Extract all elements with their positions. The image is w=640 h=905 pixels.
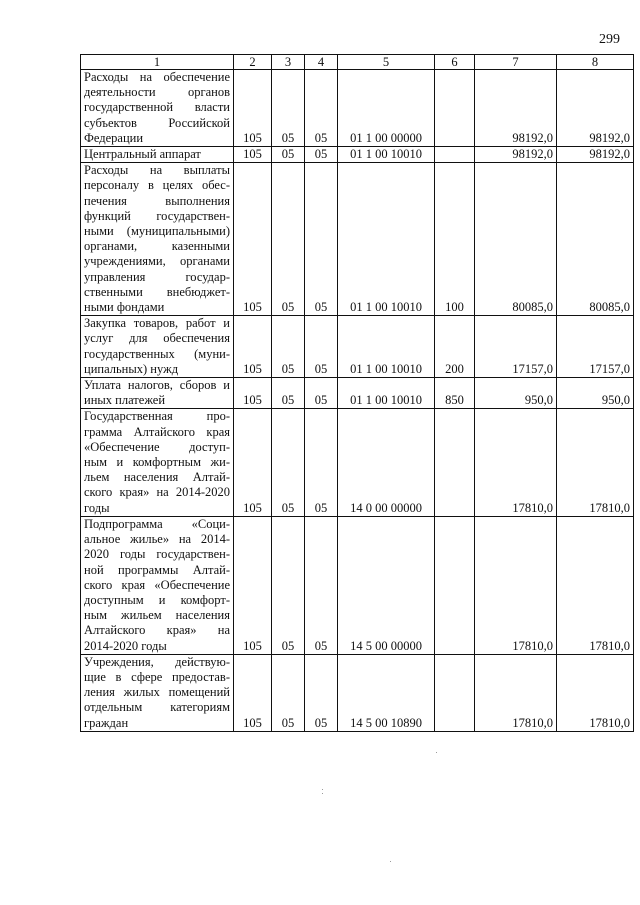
cell-subsection: 05 xyxy=(305,654,338,731)
cell-description xyxy=(81,70,234,147)
description-line: альное жилье» на 2014- xyxy=(84,532,230,547)
cell-amount-7: 80085,0 xyxy=(475,163,557,316)
cell-subsection: 05 xyxy=(305,163,338,316)
cell-amount-7: 17157,0 xyxy=(475,316,557,378)
cell-description xyxy=(81,654,234,731)
column-header-6: 6 xyxy=(435,55,475,70)
column-header-3: 3 xyxy=(272,55,305,70)
cell-subsection: 05 xyxy=(305,70,338,147)
description-line: учреждениями, органами xyxy=(84,254,230,269)
description-line: ным жильем населения xyxy=(84,608,230,623)
page-number: 299 xyxy=(599,32,620,47)
cell-amount-8: 98192,0 xyxy=(557,147,634,163)
cell-target-article: 01 1 00 00000 xyxy=(338,70,435,147)
cell-subsection: 05 xyxy=(305,409,338,516)
description-line: услуг для обеспечения xyxy=(84,331,230,346)
cell-amount-7: 17810,0 xyxy=(475,516,557,654)
cell-section: 05 xyxy=(272,70,305,147)
description-line: ными (муниципальными) xyxy=(84,224,230,239)
cell-expense-type: 100 xyxy=(435,163,475,316)
header-row xyxy=(81,55,634,70)
table-row xyxy=(81,409,634,516)
cell-description xyxy=(81,163,234,316)
cell-amount-8: 17810,0 xyxy=(557,409,634,516)
description-line: ным и комфортным жи- xyxy=(84,455,230,470)
cell-code: 105 xyxy=(234,316,272,378)
table-row xyxy=(81,654,634,731)
cell-subsection: 05 xyxy=(305,316,338,378)
description-line: Расходы на выплаты xyxy=(84,163,230,178)
table-row xyxy=(81,70,634,147)
cell-amount-7: 17810,0 xyxy=(475,409,557,516)
cell-expense-type xyxy=(435,516,475,654)
cell-description xyxy=(81,516,234,654)
cell-section: 05 xyxy=(272,147,305,163)
cell-code: 105 xyxy=(234,654,272,731)
column-header-4: 4 xyxy=(305,55,338,70)
cell-amount-7: 17810,0 xyxy=(475,654,557,731)
cell-amount-7: 98192,0 xyxy=(475,70,557,147)
description-line: функций государствен- xyxy=(84,208,230,223)
cell-subsection: 05 xyxy=(305,147,338,163)
description-line: Уплата налогов, сборов и xyxy=(84,378,230,393)
cell-expense-type: 850 xyxy=(435,378,475,409)
cell-expense-type: 200 xyxy=(435,316,475,378)
cell-amount-8: 950,0 xyxy=(557,378,634,409)
scan-speck xyxy=(322,793,323,794)
cell-target-article: 01 1 00 10010 xyxy=(338,163,435,316)
cell-code: 105 xyxy=(234,378,272,409)
cell-expense-type xyxy=(435,147,475,163)
description-line: управления государ- xyxy=(84,269,230,284)
description-line: иных платежей xyxy=(84,393,166,408)
description-line: ственными внебюджет- xyxy=(84,284,230,299)
description-line: льем населения Алтай- xyxy=(84,470,230,485)
description-line: государственной власти xyxy=(84,100,230,115)
description-line: щие в сфере предостав- xyxy=(84,669,230,684)
cell-section: 05 xyxy=(272,409,305,516)
cell-code: 105 xyxy=(234,409,272,516)
column-header-8: 8 xyxy=(557,55,634,70)
description-line: 2020 годы государствен- xyxy=(84,547,230,562)
cell-description xyxy=(81,316,234,378)
table-row xyxy=(81,316,634,378)
description-line: органами, казенными xyxy=(84,239,230,254)
cell-code: 105 xyxy=(234,516,272,654)
cell-code: 105 xyxy=(234,70,272,147)
column-header-2: 2 xyxy=(234,55,272,70)
cell-amount-8: 80085,0 xyxy=(557,163,634,316)
table-row xyxy=(81,378,634,409)
cell-description xyxy=(81,409,234,516)
cell-section: 05 xyxy=(272,316,305,378)
cell-amount-8: 98192,0 xyxy=(557,70,634,147)
description-line: деятельности органов xyxy=(84,85,230,100)
cell-code: 105 xyxy=(234,163,272,316)
cell-section: 05 xyxy=(272,163,305,316)
cell-target-article: 14 0 00 00000 xyxy=(338,409,435,516)
description-line: отдельным категориям xyxy=(84,700,230,715)
table-body xyxy=(81,70,634,732)
description-line: Федерации xyxy=(84,130,144,145)
description-line: граждан xyxy=(84,715,129,730)
description-line: ципальных) нужд xyxy=(84,361,179,376)
description-line: ского края «Обеспечение xyxy=(84,577,230,592)
description-line: 2014-2020 годы xyxy=(84,638,167,653)
cell-amount-7: 98192,0 xyxy=(475,147,557,163)
cell-description xyxy=(81,147,234,163)
column-header-1: 1 xyxy=(81,55,234,70)
cell-subsection: 05 xyxy=(305,378,338,409)
cell-target-article: 14 5 00 00000 xyxy=(338,516,435,654)
budget-table xyxy=(80,54,634,732)
cell-amount-8: 17810,0 xyxy=(557,516,634,654)
cell-expense-type xyxy=(435,654,475,731)
description-line: грамма Алтайского края xyxy=(84,424,230,439)
table-row xyxy=(81,516,634,654)
table-row xyxy=(81,163,634,316)
cell-expense-type xyxy=(435,409,475,516)
cell-section: 05 xyxy=(272,516,305,654)
description-line: субъектов Российской xyxy=(84,115,230,130)
description-line: Государственная про- xyxy=(84,409,230,424)
cell-description xyxy=(81,378,234,409)
cell-target-article: 01 1 00 10010 xyxy=(338,147,435,163)
description-line: годы xyxy=(84,500,110,515)
description-line: Закупка товаров, работ и xyxy=(84,316,230,331)
description-line: Учреждения, действую- xyxy=(84,654,230,669)
cell-section: 05 xyxy=(272,654,305,731)
description-line: Подпрограмма «Соци- xyxy=(84,516,230,531)
description-line: Алтайского края» на xyxy=(84,623,230,638)
cell-amount-8: 17810,0 xyxy=(557,654,634,731)
description-line: печения выполнения xyxy=(84,193,230,208)
cell-amount-7: 950,0 xyxy=(475,378,557,409)
cell-expense-type xyxy=(435,70,475,147)
cell-subsection: 05 xyxy=(305,516,338,654)
description-line: Центральный аппарат xyxy=(84,147,201,162)
cell-code: 105 xyxy=(234,147,272,163)
scan-speck xyxy=(390,861,391,862)
description-line: персоналу в целях обес- xyxy=(84,178,230,193)
description-line: ления жилых помещений xyxy=(84,685,230,700)
scan-speck xyxy=(322,789,323,790)
cell-section: 05 xyxy=(272,378,305,409)
column-header-5: 5 xyxy=(338,55,435,70)
description-line: «Обеспечение доступ- xyxy=(84,439,230,454)
column-header-7: 7 xyxy=(475,55,557,70)
description-line: государственных (муни- xyxy=(84,346,230,361)
description-line: ной программы Алтай- xyxy=(84,562,230,577)
scan-speck xyxy=(436,752,437,753)
description-line: ского края» на 2014-2020 xyxy=(84,485,230,500)
cell-target-article: 14 5 00 10890 xyxy=(338,654,435,731)
cell-amount-8: 17157,0 xyxy=(557,316,634,378)
description-line: Расходы на обеспечение xyxy=(84,70,230,84)
cell-target-article: 01 1 00 10010 xyxy=(338,378,435,409)
table-row xyxy=(81,147,634,163)
description-line: ными фондами xyxy=(84,300,165,315)
cell-target-article: 01 1 00 10010 xyxy=(338,316,435,378)
description-line: доступным и комфорт- xyxy=(84,592,230,607)
